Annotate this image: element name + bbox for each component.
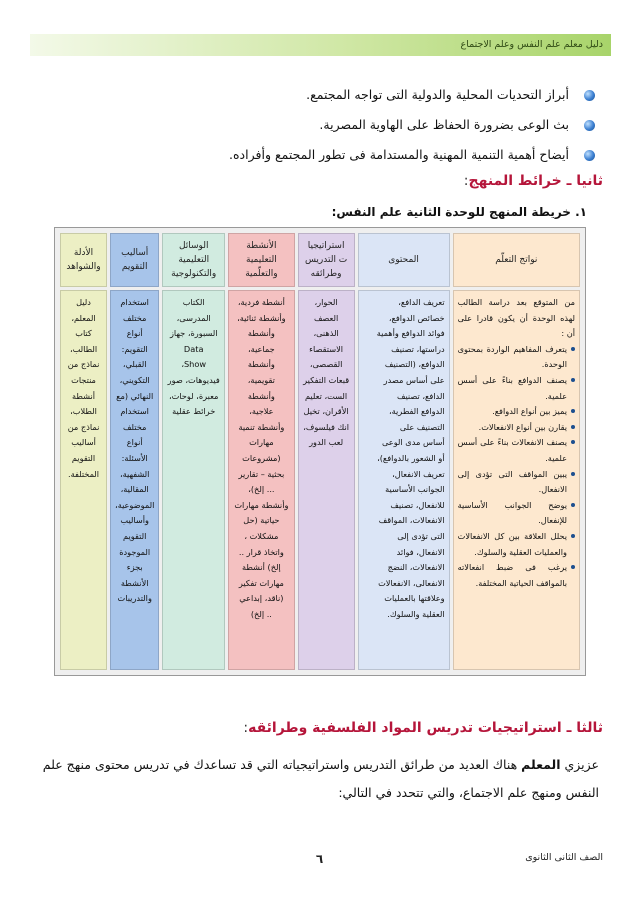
outcome-item: يرغب فى ضبط انفعالاته بالمواقف الحياتية المختلفة.: [458, 560, 575, 591]
list-item: [75, 148, 595, 162]
cell-line: الأسئلة:: [121, 452, 148, 463]
cell-line: الدوافع، (التصنيف: [384, 359, 445, 370]
cell-line: الموجودة: [119, 546, 151, 557]
list-item: [75, 118, 595, 132]
cell-line: وأنشطة: [247, 328, 275, 339]
bullet-text: بث الوعى بضرورة الحفاظ على الهاوية المصرية.: [319, 117, 569, 132]
header-title: دليل معلم علم النفس وعلم الاجتماع: [460, 39, 603, 50]
cell-line: وأساليب: [120, 515, 149, 526]
cell-line: التكويني،: [119, 374, 150, 385]
column-header-line: والشواهد: [66, 262, 101, 272]
cell-line: جماعية،: [248, 343, 275, 354]
column-header-line: المحتوى: [388, 255, 419, 265]
column-body: [110, 290, 159, 670]
cell-line: بحثية – تقارير: [238, 468, 285, 479]
cell-line: وأنشطة تنمية: [238, 421, 285, 432]
cell-line: الدوافع الفطرية،: [388, 406, 445, 417]
bullet-text: أيضاح أهمية التنمية المهنية والمستدامة فى تطور المجتمع وأفراده.: [229, 147, 569, 162]
column-body: [358, 290, 450, 670]
cell-line: الحوار،: [314, 297, 338, 307]
cell-line: لعب الدور: [309, 437, 344, 448]
outcome-item: يصنف الانفعالات بناءً على أسس علمية.: [458, 435, 575, 466]
cell-line: ... إلخ)،: [248, 484, 275, 495]
column-body: [298, 290, 355, 670]
cell-line: الاستقصاء: [309, 343, 344, 354]
cell-line: نماذج من: [67, 359, 100, 370]
cell-line: دليل: [76, 297, 91, 307]
cell-line: تعريف الدافع،: [398, 297, 445, 307]
page-number: ٦: [315, 852, 324, 866]
column-header-line: ت التدريس: [304, 255, 348, 265]
footer-grade: الصف الثانى الثانوى: [525, 852, 603, 863]
cell-line: تعريف الانفعال،: [392, 468, 445, 479]
column-content: [358, 233, 450, 670]
column-header: [358, 233, 450, 287]
cell-line: وعلاقتها بالعمليات: [384, 593, 445, 604]
cell-line: .. إلخ): [250, 608, 272, 619]
cell-line: أنشطة: [72, 390, 96, 401]
column-header-line: نواتج التعلّم: [495, 255, 538, 265]
bullet-icon: [584, 150, 595, 161]
outcome-item: يحلل العلاقة بين كل الانفعالات والعمليات العقلية والسلوك.: [458, 529, 575, 560]
cell-line: الأنشطة: [120, 577, 149, 588]
cell-line: الطالب،: [69, 343, 98, 354]
intro-paragraph: [39, 751, 599, 807]
cell-line: الطلاب،: [70, 406, 97, 417]
cell-line: التى تؤدى إلى: [397, 530, 445, 541]
cell-line: الأقران، تخيل: [303, 406, 349, 417]
cell-line: استخدام: [120, 406, 149, 417]
cell-line: للانفعال، تصنيف: [390, 499, 445, 510]
section-title: ثالثا ـ استراتيجيات تدريس المواد الفلسفية وطرائقه: [248, 720, 603, 736]
cell-line: (ناقد، إبداعي: [239, 593, 284, 604]
cell-line: السبورة، جهاز: [169, 328, 218, 339]
outcome-item: يبين المواقف التى تؤدى إلى الانفعال.: [458, 467, 575, 498]
cell-line: الانفعال، فوائد: [396, 546, 445, 557]
cell-line: أساس مدى الوعى: [381, 437, 445, 448]
section-title: ثانيا ـ خرائط المنهج: [468, 173, 603, 189]
cell-line: المعلم،: [71, 312, 96, 323]
cell-line: انك فيلسوف،: [303, 421, 350, 432]
cell-line: Show،: [181, 359, 207, 370]
cell-line: العصف: [313, 312, 339, 323]
cell-line: والتدريبات: [117, 593, 152, 604]
column-header-line: التقويم: [121, 262, 148, 272]
cell-line: مهارات تفكير: [238, 577, 284, 588]
section-colon: :: [463, 173, 469, 189]
column-header-line: استراتيجيا: [307, 241, 345, 251]
section-colon: :: [243, 720, 249, 736]
cell-line: إلخ) أنشطة: [241, 562, 281, 573]
cell-line: خصائص الدوافع،: [388, 312, 445, 323]
column-header-line: التعليمية: [246, 255, 277, 265]
cell-line: نماذج من: [67, 421, 100, 432]
cell-line: الانفعالات، النضج: [387, 562, 445, 573]
cell-line: أو الشعور بالدوافع)،: [377, 452, 445, 463]
column-strategies: [298, 233, 355, 670]
cell-line: الست، تعليم: [304, 390, 348, 401]
cell-line: أساليب: [71, 437, 96, 448]
column-activities: [228, 233, 295, 670]
column-header: [228, 233, 295, 287]
column-body: [60, 290, 107, 670]
cell-line: التصنيف على: [399, 421, 445, 432]
objectives-list: [75, 88, 595, 178]
outcome-item: يتعرف المفاهيم الواردة بمحتوى الوحدة.: [458, 342, 575, 373]
outcome-item: من المتوقع بعد دراسة الطالب لهذه الوحدة أن يكون قادرا على أن :: [457, 297, 575, 339]
cell-line: الذهنى،: [313, 328, 339, 339]
section-heading-teaching-strategies: [243, 720, 603, 736]
column-header: [162, 233, 225, 287]
cell-line: وأنشطة: [247, 390, 275, 401]
cell-line: وأنشطة: [247, 359, 275, 370]
cell-line: قبعات التفكير: [303, 374, 350, 385]
column-body: [228, 290, 295, 670]
column-header: [60, 233, 107, 287]
column-body: [453, 290, 580, 670]
cell-line: القبلي،: [122, 359, 147, 370]
column-header-line: والتكنولوجية: [171, 269, 217, 279]
cell-line: المدرسى،: [176, 312, 211, 323]
cell-line: الشفهية،: [119, 468, 150, 479]
column-body: [162, 290, 225, 670]
cell-line: المقالية،: [120, 484, 149, 495]
cell-line: مختلف أنواع: [123, 312, 147, 339]
cell-line: فوائد الدوافع وأهمية: [376, 328, 445, 339]
column-header-line: الوسائل: [178, 241, 209, 251]
cell-line: بجزء: [126, 562, 143, 573]
curriculum-map: [54, 227, 586, 676]
outcome-item: يميز بين أنواع الدوافع.: [458, 404, 575, 420]
cell-line: الانفعالات، المواقف: [378, 515, 445, 526]
cell-line: العقلية والسلوك.: [387, 608, 445, 619]
column-media: [162, 233, 225, 670]
cell-line: كتاب: [75, 328, 92, 339]
column-header-line: الأنشطة: [246, 241, 277, 251]
column-header-line: أساليب: [121, 248, 149, 258]
cell-line: مشكلات ،: [244, 530, 279, 541]
cell-line: الانفعالى، الانفعالات: [378, 577, 445, 588]
cell-line: التقويم: [71, 452, 96, 463]
outcome-item: يصنف الدوافع بناءً على أسس علمية.: [458, 373, 575, 404]
column-evidence: [60, 233, 107, 670]
column-header: [453, 233, 580, 287]
outcome-item: يوضح الجوانب الأساسية للإنفعال.: [458, 498, 575, 529]
cell-line: فيديوهات، صور: [167, 374, 220, 385]
cell-line: واتخاذ قرار ..: [238, 546, 284, 557]
subheading-map-title: ١. خريطة المنهج للوحدة الثانية علم النفس:: [331, 205, 587, 219]
column-header-line: والتعلّمية: [245, 269, 278, 279]
cell-line: منتجات: [71, 374, 96, 385]
cell-line: حياتية (حل: [243, 515, 280, 526]
bullet-icon: [584, 90, 595, 101]
cell-line: Data: [183, 343, 204, 354]
cell-line: الموضوعية،: [115, 499, 155, 510]
cell-line: تقويمية،: [247, 374, 275, 385]
paragraph-rest: هناك العديد من طرائق التدريس واستراتيجياته التي قد تساعدك في تدريس محتوى منهج علم النفس ومنهج علم الاجتماع، والتي تتحدد في التالي:: [42, 757, 599, 800]
cell-line: مهارات: [249, 437, 274, 448]
cell-line: الجوانب الأساسية: [385, 484, 445, 495]
list-item: [75, 88, 595, 102]
section-heading-curriculum-maps: [464, 173, 603, 189]
cell-line: دراستها، تصنيف: [391, 343, 445, 354]
cell-line: على أساس مصدر: [383, 374, 445, 385]
paragraph-lead: عزيزي: [564, 757, 599, 772]
column-evaluation: [110, 233, 159, 670]
column-outcomes: [453, 233, 580, 670]
cell-line: وأنشطة مهارات: [234, 499, 289, 510]
cell-line: أنشطة فردية،: [237, 297, 285, 307]
cell-line: القصصى،: [309, 359, 343, 370]
column-header-line: وطرائقه: [310, 269, 342, 279]
cell-line: التقويم:: [121, 343, 148, 354]
column-header: [298, 233, 355, 287]
column-header: [110, 233, 159, 287]
cell-line: الكتاب: [182, 297, 205, 307]
curriculum-map-columns: [60, 233, 580, 670]
cell-line: (مشروعات: [242, 452, 281, 463]
cell-line: المختلفة.: [67, 468, 100, 479]
paragraph-strong: المعلم: [521, 757, 561, 772]
outcome-item: يقارن بين أنواع الانفعالات.: [458, 420, 575, 436]
column-header-line: الأدلة: [73, 248, 94, 258]
cell-line: علاجية،: [249, 406, 274, 417]
cell-line: استخدام: [120, 297, 149, 307]
cell-line: وأنشطة ثنائية،: [237, 312, 286, 323]
bullet-text: أبراز التحديات المحلية والدولية التى تواجه المجتمع.: [306, 87, 569, 102]
cell-line: خرائط عقلية: [172, 406, 216, 417]
cell-line: معبرة، لوحات،: [168, 390, 219, 401]
cell-line: مختلف أنواع: [123, 421, 147, 448]
column-header-line: التعليمية: [178, 255, 210, 265]
cell-line: التقويم: [123, 530, 147, 541]
bullet-icon: [584, 120, 595, 131]
cell-line: النهائي (مع: [116, 390, 154, 401]
cell-line: الدافع، تصنيف: [396, 390, 445, 401]
